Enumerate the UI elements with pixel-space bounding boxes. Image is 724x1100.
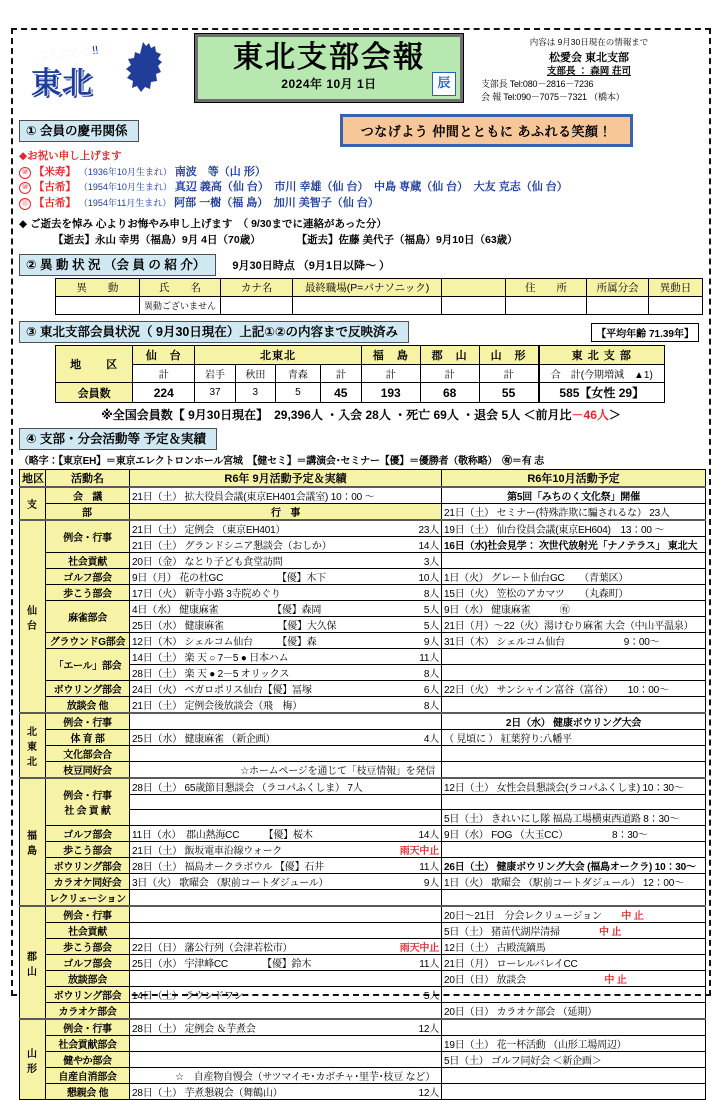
oct-activity-cell: 12日（土） 古殿流鏑馬 bbox=[442, 939, 706, 955]
section-4-legend: （略字：【東京EH】＝東京エレクトロンホール宮城 【健セミ】＝講演会･セミナー【優】＝優勝者（敬称略） ㊒＝有 志 bbox=[19, 456, 544, 467]
col-sendai: 仙 台 bbox=[133, 346, 195, 365]
logo-main-text: 東北 bbox=[31, 67, 93, 100]
activity-name-cell: グラウンドG部会 bbox=[46, 633, 130, 649]
col-kana: カナ名 bbox=[221, 279, 292, 297]
slogan-banner: つなげよう 仲間とともに あふれる笑顔！ bbox=[340, 114, 633, 147]
oct-activity-cell: 第5回「みちのく文化祭」開催 bbox=[442, 487, 706, 504]
national-members-line bbox=[19, 406, 703, 423]
content-note: 内容は 9月30日現在の情報まで bbox=[529, 37, 649, 47]
sept-activity-cell bbox=[130, 890, 442, 907]
val-fukushima: 193 bbox=[361, 383, 420, 403]
sept-activity-cell bbox=[130, 906, 442, 923]
table-row bbox=[20, 955, 706, 971]
section-3 bbox=[19, 321, 703, 423]
oct-activity-cell bbox=[442, 553, 706, 569]
col-date: 異動日 bbox=[649, 279, 703, 297]
sept-activity-cell: 28日（土） 定例会 ＆芋煮会 12人 bbox=[130, 1019, 442, 1036]
sept-activity-cell: 14日（土） 楽 天 ○ 7－5 ● 日本ハム 11人 bbox=[130, 649, 442, 665]
table-row bbox=[20, 762, 706, 779]
oct-activity-cell bbox=[442, 762, 706, 779]
congrats-born: （1954年11月生まれ） bbox=[78, 197, 172, 208]
oct-activity-cell: 1日（火） 歌曜会 （駅前コートダジュール） 12：00～ bbox=[442, 874, 706, 890]
table-row bbox=[20, 1019, 706, 1036]
activity-name-cell: 社会貢献 bbox=[46, 553, 130, 569]
activity-name-cell: 麻雀部会 bbox=[46, 601, 130, 633]
region-cell: 福 島 bbox=[20, 778, 46, 906]
oct-activity-cell: （ 見頃に ） 紅葉狩り:八幡平 bbox=[442, 730, 706, 746]
cell-chapter bbox=[587, 297, 649, 315]
sept-activity-cell bbox=[130, 795, 442, 810]
table-header-row bbox=[56, 279, 703, 297]
congrats-names: 真辺 義高（仙 台） 市川 幸雄（仙 台） 中島 専蔵（仙 台） 大友 克志（仙 台） bbox=[174, 181, 568, 193]
activity-name-cell: 例会・行事 bbox=[46, 520, 130, 553]
activity-name-cell: 社会貢献 bbox=[46, 923, 130, 939]
sept-activity-cell: 17日（火） 新寺小路 3寺院めぐり 8人 bbox=[130, 585, 442, 601]
table-group-header-row bbox=[56, 346, 665, 365]
section-1-body bbox=[19, 149, 703, 248]
oct-activity-cell bbox=[442, 665, 706, 681]
oct-activity-cell: 21日（月）～22（火）湯けむり麻雀 大会（中山平温泉） bbox=[442, 617, 706, 633]
sept-activity-cell: 21日（土） 定例会後放談会（飛 梅） 8人 bbox=[130, 697, 442, 714]
sept-activity-cell bbox=[130, 923, 442, 939]
section-2 bbox=[19, 254, 703, 315]
activity-name-cell: 枝豆同好会 bbox=[46, 762, 130, 779]
table-row bbox=[20, 939, 706, 955]
table-row bbox=[20, 858, 706, 874]
newsletter-title-box bbox=[195, 34, 463, 102]
oct-activity-cell bbox=[442, 1068, 706, 1084]
activity-name-cell: 放談会 他 bbox=[46, 697, 130, 714]
congrats-row bbox=[19, 196, 703, 212]
val-iwate: 37 bbox=[195, 383, 235, 403]
table-sub-header-row bbox=[56, 365, 665, 383]
activity-name-cell: ゴルフ部会 bbox=[46, 826, 130, 842]
activity-name-cell: 文化部会合 bbox=[46, 746, 130, 762]
sub-aomori: 青森 bbox=[275, 365, 320, 383]
sept-activity-cell: 25日（水） 健康麻雀 （新企画） 4人 bbox=[130, 730, 442, 746]
sept-activity-cell bbox=[130, 1052, 442, 1068]
table-row bbox=[20, 730, 706, 746]
oct-activity-cell: 20日（日） 放談会 中 止 bbox=[442, 971, 706, 987]
val-koriyama: 68 bbox=[420, 383, 479, 403]
region-cell: 郡 山 bbox=[20, 906, 46, 1019]
transfer-table bbox=[55, 278, 703, 315]
sept-activity-cell: ☆ホームページを通じて「枝豆情報」を発信 bbox=[130, 762, 442, 779]
cell-workplace bbox=[292, 297, 441, 315]
oct-activity-cell: 21日（月） ローレルバレイCC bbox=[442, 955, 706, 971]
average-age-badge: 【平均年齢 71.39年】 bbox=[591, 323, 699, 342]
zodiac-badge: 辰 bbox=[432, 72, 456, 96]
oct-activity-cell: 16日（水)社会見学： 次世代放射光「ナノテラス」 東北大 bbox=[442, 537, 706, 553]
sub-yamagata-total: 計 bbox=[479, 365, 538, 383]
val-branch-total: 585【女性 29】 bbox=[539, 383, 665, 403]
table-row bbox=[20, 649, 706, 665]
congrats-kind: 【古希】 bbox=[33, 196, 76, 209]
table-row bbox=[56, 383, 665, 403]
table-row bbox=[20, 681, 706, 697]
activity-name-cell: 例会・行事 bbox=[46, 1019, 130, 1036]
congrats-born: （1936年10月生まれ） bbox=[78, 166, 172, 177]
oct-activity-cell bbox=[442, 842, 706, 858]
activity-name-cell: 体 育 部 bbox=[46, 730, 130, 746]
oct-activity-cell: 5日（土） ゴルフ同好会 ＜新企画＞ bbox=[442, 1052, 706, 1068]
congrats-names: 阿部 一樹（福 島） 加川 美智子（仙 台） bbox=[174, 196, 379, 209]
congrats-born: （1954年10月生まれ） bbox=[78, 182, 172, 192]
val-akita: 3 bbox=[235, 383, 275, 403]
month-badge: ⑩ bbox=[19, 182, 31, 194]
region-cell: 山 形 bbox=[20, 1019, 46, 1100]
sept-activity-cell bbox=[130, 971, 442, 987]
section-1-header: ① 会員の慶弔関係 bbox=[19, 120, 139, 142]
table-row bbox=[20, 1003, 706, 1020]
activity-name-cell: カラオケ部会 bbox=[46, 1003, 130, 1020]
cell-blank bbox=[442, 297, 505, 315]
oct-activity-cell: 20日～21日 分会レクリュージョン 中 止 bbox=[442, 906, 706, 923]
activity-name-cell: 例会・行事 社 会 貢 献 bbox=[46, 778, 130, 826]
activity-name-cell: 放談部会 bbox=[46, 971, 130, 987]
activity-name-cell: ボウリング部会 bbox=[46, 681, 130, 697]
sept-activity-cell: 28日（土） 65歳節目懇談会 （ラコパふくしま） 7人 bbox=[130, 778, 442, 795]
region-cell: 部 bbox=[46, 504, 130, 521]
col-sept: R6年 9月活動予定＆実績 bbox=[130, 470, 442, 488]
activity-name-cell: レクリェーション bbox=[46, 890, 130, 907]
region-cell: 北 東 北 bbox=[20, 713, 46, 778]
sept-activity-cell bbox=[130, 1036, 442, 1052]
sept-activity-cell: 28日（土） 楽 天 ● 2－5 オリックス 8人 bbox=[130, 665, 442, 681]
sept-activity-cell: 12日（木） シェルコム仙台 【優】森 9人 bbox=[130, 633, 442, 649]
region-cell: 仙 台 bbox=[20, 520, 46, 713]
oct-activity-cell: 9日（水） FOG （大玉CC） 8：30～ bbox=[442, 826, 706, 842]
section-3-header: ③ 東北支部会員状況（ 9月30日現在）上記①②の内容まで反映済み bbox=[19, 321, 409, 343]
activity-name-cell: 例会・行事 bbox=[46, 713, 130, 730]
col-activity: 活動名 bbox=[46, 470, 130, 488]
congrats-row bbox=[19, 180, 703, 196]
table-row bbox=[20, 569, 706, 585]
cell-date bbox=[649, 297, 703, 315]
oct-activity-cell: 22日（火） サンシャイン富谷（富谷） 10：00～ bbox=[442, 681, 706, 697]
oct-activity-cell bbox=[442, 1019, 706, 1036]
oct-activity-cell: 12日（土） 女性会員懇談会(ラコパふくしま) 10：30～ bbox=[442, 778, 706, 795]
col-name: 氏 名 bbox=[139, 279, 221, 297]
activity-table bbox=[19, 469, 706, 1100]
newsletter-tel: 会 報 Tel:090－7075－7321 （橋本） bbox=[481, 92, 625, 102]
table-row bbox=[20, 842, 706, 858]
oct-activity-cell: 5日（土） 猪苗代湖岸清掃 中 止 bbox=[442, 923, 706, 939]
table-row bbox=[20, 553, 706, 569]
congrats-names: 南波 等（山 形） bbox=[174, 165, 266, 178]
sub-sendai-total: 計 bbox=[133, 365, 195, 383]
oct-activity-cell bbox=[442, 1084, 706, 1100]
section-2-header: ② 異 動 状 況 （会 員 の 紹 介） bbox=[19, 254, 216, 276]
sept-activity-cell: 25日（水） 宇津峰CC 【優】鈴木 11人 bbox=[130, 955, 442, 971]
table-row bbox=[20, 874, 706, 890]
val-sendai: 224 bbox=[133, 383, 195, 403]
section-1 bbox=[19, 114, 703, 248]
sept-activity-cell bbox=[130, 1003, 442, 1020]
col-tohoku-branch: 東 北 支 部 bbox=[539, 346, 665, 365]
col-kitatohoku: 北東北 bbox=[195, 346, 361, 365]
table-header-row bbox=[20, 470, 706, 488]
oct-activity-cell: 19日（土） 仙台役員会議(東京EH604) 13：00 ～ bbox=[442, 520, 706, 537]
sub-fukushima-total: 計 bbox=[361, 365, 420, 383]
table-row bbox=[20, 633, 706, 649]
sept-activity-cell: 21日（土） 定例会 （東京EH401） 23人 bbox=[130, 520, 442, 537]
masthead bbox=[19, 34, 703, 110]
condolence-title: ◆ ご逝去を悼み 心よりお悔やみ申し上げます （ 9/30までに連絡があった分） bbox=[19, 218, 387, 230]
oct-activity-cell: 31日（木） シェルコム仙台 9：00～ bbox=[442, 633, 706, 649]
activity-name-cell: ボウリング部会 bbox=[46, 858, 130, 874]
sub-akita: 秋田 bbox=[235, 365, 275, 383]
table-row bbox=[20, 1068, 706, 1084]
oct-activity-cell: 1日（火） グレート仙台GC （青葉区） bbox=[442, 569, 706, 585]
oct-activity-cell bbox=[442, 649, 706, 665]
sept-activity-cell: 21日（土） セミナー(特殊詐欺に騙されるな） 23人 bbox=[442, 504, 706, 521]
oct-activity-cell bbox=[442, 746, 706, 762]
section-4 bbox=[19, 428, 703, 1100]
activity-name-cell: 歩こう部会 bbox=[46, 842, 130, 858]
oct-activity-cell: 26日（土） 健康ボウリング大会 (福島オークラ) 10：30～ bbox=[442, 858, 706, 874]
val-kitatohoku: 45 bbox=[320, 383, 361, 403]
col-koriyama: 郡 山 bbox=[420, 346, 479, 365]
table-row bbox=[20, 601, 706, 617]
oct-activity-cell: 2日（水） 健康ボウリング大会 bbox=[442, 713, 706, 730]
sept-activity-cell: 28日（土） 芋煮懇親会（舞鶴山） 12人 bbox=[130, 1084, 442, 1100]
col-yamagata: 山 形 bbox=[479, 346, 538, 365]
table-row bbox=[20, 906, 706, 923]
sept-activity-cell: 25日（水） 健康麻雀 【優】大久保 5人 bbox=[130, 617, 442, 633]
sept-activity-cell: 14日（土） ラウンドワン 5人 bbox=[130, 987, 442, 1003]
cell-name: 異動ございません bbox=[139, 297, 221, 315]
col-fukushima: 福 島 bbox=[361, 346, 420, 365]
month-badge: ⑩ bbox=[19, 167, 31, 179]
month-badge: ⑪ bbox=[19, 198, 31, 210]
col-blank bbox=[442, 279, 505, 297]
table-row bbox=[20, 697, 706, 714]
condolence-row bbox=[53, 233, 703, 249]
table-row bbox=[20, 778, 706, 795]
organization-name: 松愛会 東北支部 bbox=[548, 52, 630, 64]
oct-activity-cell: 5日（土） きれいにし隊 福島工場横東西道路 8：30～ bbox=[442, 810, 706, 826]
issue-date: 2024年 10月 1日 bbox=[281, 77, 377, 91]
val-aomori: 5 bbox=[275, 383, 320, 403]
activity-name-cell: 会 議 bbox=[46, 487, 130, 504]
tohoku-map-icon bbox=[123, 40, 167, 98]
sub-branch-total: 合 計(今期増減 ▲1) bbox=[539, 365, 665, 383]
activity-name-cell: カラオケ同好会 bbox=[46, 874, 130, 890]
val-yamagata: 55 bbox=[479, 383, 538, 403]
col-region: 地 区 bbox=[56, 346, 133, 383]
sept-activity-cell: 11日（水） 郡山熱海CC 【優】桜木 14人 bbox=[130, 826, 442, 842]
table-row bbox=[20, 504, 706, 521]
activity-name-cell: 行 事 bbox=[130, 504, 442, 521]
congrats-row bbox=[19, 165, 703, 181]
activity-name-cell: 「エール」部会 bbox=[46, 649, 130, 681]
sub-iwate: 岩手 bbox=[195, 365, 235, 383]
table-row bbox=[20, 1052, 706, 1068]
sept-activity-cell: 21日（土） 拡大役員会議(東京EH401会議室) 10：00 ～ bbox=[130, 487, 442, 504]
col-transfer: 異 動 bbox=[56, 279, 140, 297]
oct-activity-cell: 19日（土） 花一杯活動 （山形工場周辺） bbox=[442, 1036, 706, 1052]
col-region: 地区 bbox=[20, 470, 46, 488]
sub-koriyama-total: 計 bbox=[420, 365, 479, 383]
branch-chief-tel: 支部長 Tel:080－2816－7236 bbox=[481, 79, 594, 89]
oct-activity-cell: 20日（日） カラオケ部会 （延期） bbox=[442, 1003, 706, 1020]
newsletter-sheet bbox=[11, 28, 711, 1099]
sept-activity-cell: 22日（日） 藩公行列（会津若松市） 雨天中止 bbox=[130, 939, 442, 955]
congrats-title: ◆お祝い申し上げます bbox=[19, 150, 122, 162]
region-cell: 支 bbox=[20, 487, 46, 520]
row-label-members: 会員数 bbox=[56, 383, 133, 403]
membership-table bbox=[55, 345, 665, 403]
col-chapter: 所属分会 bbox=[587, 279, 649, 297]
activity-name-cell: ボウリング部会 bbox=[46, 987, 130, 1003]
table-row bbox=[20, 713, 706, 730]
activity-name-cell: 自産自消部会 bbox=[46, 1068, 130, 1084]
activity-name-cell: 歩こう部会 bbox=[46, 585, 130, 601]
oct-activity-cell bbox=[442, 697, 706, 714]
activity-name-cell: 懇親会 他 bbox=[46, 1084, 130, 1100]
sept-activity-cell: 20日（金） なとり子ども食堂訪問 3人 bbox=[130, 553, 442, 569]
sept-activity-cell bbox=[130, 746, 442, 762]
sept-activity-cell: 9日（月） 花の杜GC 【優】木下 10人 bbox=[130, 569, 442, 585]
congrats-kind: 【米寿】 bbox=[33, 165, 76, 178]
sept-activity-cell: 28日（土） 福島オークラボウル 【優】石井 11人 bbox=[130, 858, 442, 874]
table-row bbox=[20, 987, 706, 1003]
table-row bbox=[20, 520, 706, 537]
activity-name-cell: ゴルフ部会 bbox=[46, 955, 130, 971]
col-address: 住 所 bbox=[505, 279, 587, 297]
contact-block bbox=[463, 34, 703, 104]
activity-name-cell: 健やか部会 bbox=[46, 1052, 130, 1068]
activity-name-cell: ゴルフ部会 bbox=[46, 569, 130, 585]
section-4-header: ④ 支部・分会活動等 予定＆実績 bbox=[19, 428, 217, 450]
page-title: 東北支部会報 bbox=[233, 40, 425, 75]
col-oct: R6年10月活動予定 bbox=[442, 470, 706, 488]
table-row bbox=[20, 487, 706, 504]
section-2-note: 9月30日時点 （9月1日以降～ ） bbox=[232, 260, 391, 272]
table-row bbox=[20, 826, 706, 842]
col-workplace: 最終職場(P=パナソニック) bbox=[292, 279, 441, 297]
table-row bbox=[20, 971, 706, 987]
branch-chief: 支部長 ： 森岡 荘司 bbox=[547, 66, 631, 77]
tohoku-logo bbox=[19, 34, 187, 102]
table-row bbox=[56, 297, 703, 315]
sept-activity-cell: ☆ 自産物自慢会（サツマイモ･カボチャ･里芋･枝豆 など） bbox=[130, 1068, 442, 1084]
table-row bbox=[20, 585, 706, 601]
table-row bbox=[20, 1036, 706, 1052]
congrats-kind: 【古希】 bbox=[33, 181, 76, 193]
sept-activity-cell: 21日（土） 飯坂電車沿線ウォーク 雨天中止 bbox=[130, 842, 442, 858]
activity-name-cell: 歩こう部会 bbox=[46, 939, 130, 955]
cell-kana bbox=[221, 297, 292, 315]
sept-activity-cell: 21日（土） グランドシニア懇談会（おしか） 14人 bbox=[130, 537, 442, 553]
sept-activity-cell: 24日（火） ベガロポリス仙台【優】冨塚 6人 bbox=[130, 681, 442, 697]
oct-activity-cell bbox=[442, 890, 706, 907]
logo-top-text: がんばろう!! bbox=[36, 42, 99, 66]
sept-activity-cell bbox=[130, 810, 442, 826]
condolence-item: 【逝去】佐藤 美代子（福島）9月10日（63歳） bbox=[296, 233, 518, 246]
condolence-item: 【逝去】永山 幸男（福島）9月 4日（70歳） bbox=[53, 233, 261, 246]
cell-transfer bbox=[56, 297, 140, 315]
cell-address bbox=[505, 297, 587, 315]
table-row bbox=[20, 1084, 706, 1100]
oct-activity-cell bbox=[442, 987, 706, 1003]
activity-name-cell: 例会・行事 bbox=[46, 906, 130, 923]
national-members-text: ※全国会員数【 9月30日現在】 29,396人 ・入会 28人 ・死亡 69人 ・退会 5人 ＜前月比－46人＞ bbox=[101, 408, 621, 422]
oct-activity-cell bbox=[442, 795, 706, 810]
table-row bbox=[20, 746, 706, 762]
oct-activity-cell: 15日（火） 笠松のアカマツ （丸森町） bbox=[442, 585, 706, 601]
table-row bbox=[20, 923, 706, 939]
sub-kitatohoku-total: 計 bbox=[320, 365, 361, 383]
sept-activity-cell bbox=[130, 713, 442, 730]
oct-activity-cell: 9日（水） 健康麻雀 ㊒ bbox=[442, 601, 706, 617]
table-row bbox=[20, 890, 706, 907]
sept-activity-cell: 4日（水） 健康麻雀 【優】森岡 5人 bbox=[130, 601, 442, 617]
activity-name-cell: 社会貢献部会 bbox=[46, 1036, 130, 1052]
sept-activity-cell: 3日（火） 歌曜会 （駅前コートダジュール） 9人 bbox=[130, 874, 442, 890]
